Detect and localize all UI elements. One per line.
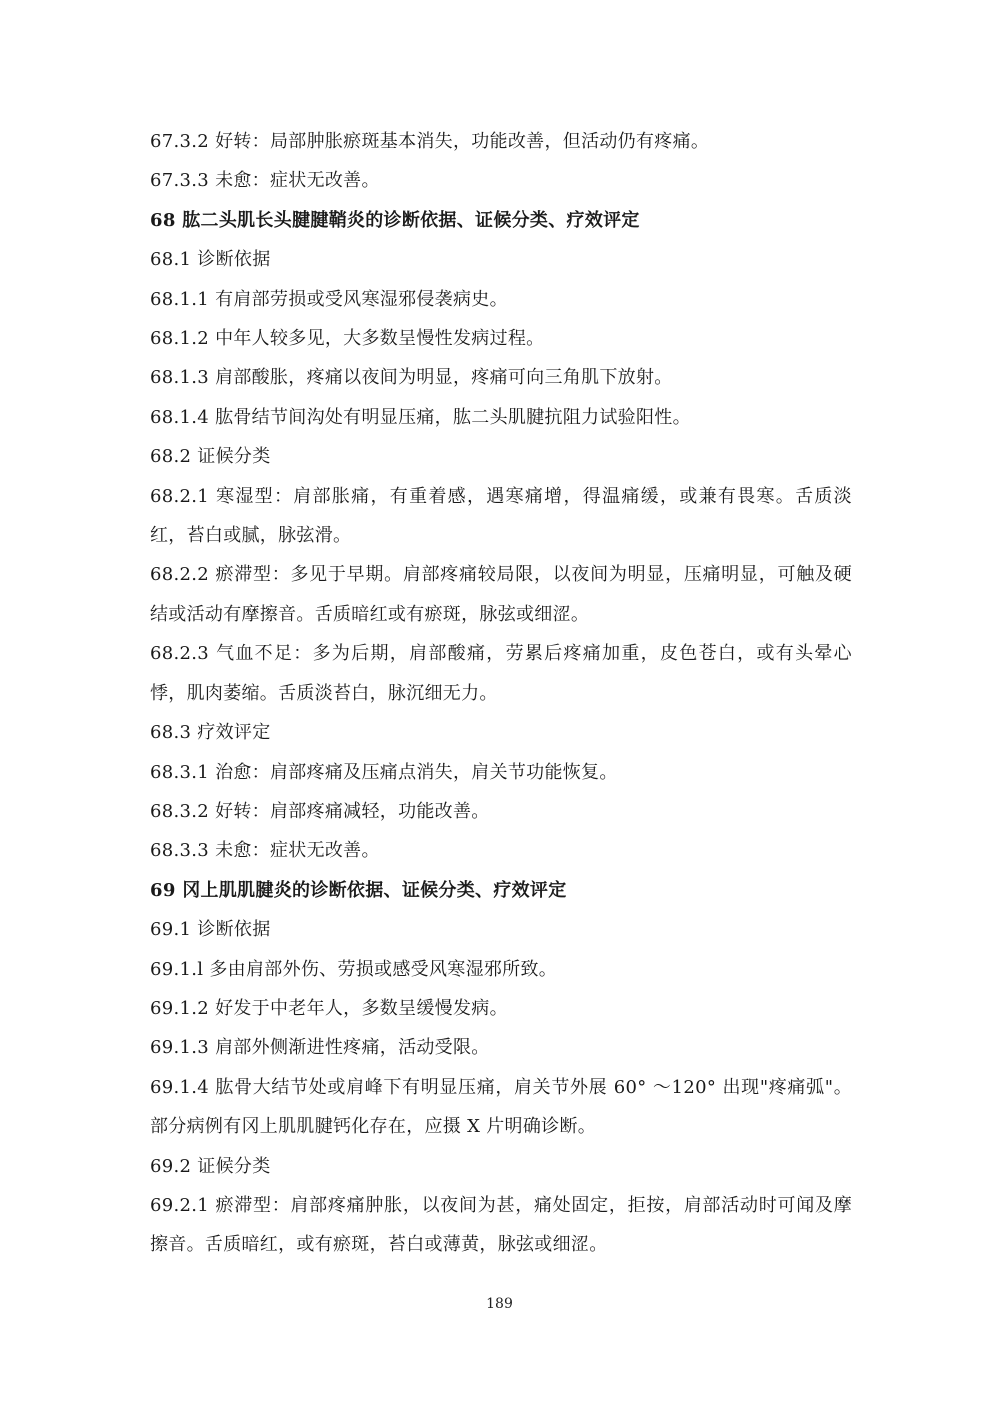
subsection-heading: 68.2 证候分类 xyxy=(150,446,271,468)
text-line: 68.1.3 肩部酸胀，疼痛以夜间为明显，疼痛可向三角肌下放射。 xyxy=(150,367,673,389)
subsection-heading: 69.2 证候分类 xyxy=(150,1155,271,1177)
subsection-heading: 68.1 诊断依据 xyxy=(150,249,271,271)
paragraph: 69.1.4 肱骨大结节处或肩峰下有明显压痛，肩关节外展 60° ～120° 出现"疼痛弧"。部分病例有冈上肌肌腱钙化存在，应摄 X 片明确诊断。 xyxy=(150,1076,852,1138)
subsection-heading: 69.1 诊断依据 xyxy=(150,919,271,941)
text-line: 69.1.l 多由肩部外伤、劳损或感受风寒湿邪所致。 xyxy=(150,958,558,980)
text-line: 68.3.1 治愈：肩部疼痛及压痛点消失，肩关节功能恢复。 xyxy=(150,761,618,783)
paragraph: 68.2.2 瘀滞型：多见于早期。肩部疼痛较局限，以夜间为明显，压痛明显，可触及硬结或活动有摩擦音。舌质暗红或有瘀斑，脉弦或细涩。 xyxy=(150,564,852,625)
text-line: 67.3.2 好转：局部肿胀瘀斑基本消失，功能改善，但活动仍有疼痛。 xyxy=(150,131,710,152)
paragraph: 68.2.3 气血不足：多为后期，肩部酸痛，劳累后疼痛加重，皮色苍白，或有头晕心悸，肌肉萎缩。舌质淡苔白，脉沉细无力。 xyxy=(150,643,852,704)
document-body xyxy=(150,122,852,1265)
paragraph: 68.2.1 寒湿型：肩部胀痛，有重着感，遇寒痛增，得温痛缓，或兼有畏寒。舌质淡红，苔白或腻，脉弦滑。 xyxy=(150,485,852,547)
text-line: 69.1.2 好发于中老年人，多数呈缓慢发病。 xyxy=(150,997,508,1019)
text-line: 68.1.4 肱骨结节间沟处有明显压痛，肱二头肌腱抗阻力试验阳性。 xyxy=(150,406,691,428)
text-line: 68.3.2 好转：肩部疼痛减轻，功能改善。 xyxy=(150,800,490,822)
paragraph: 69.2.1 瘀滞型：肩部疼痛肿胀，以夜间为甚，痛处固定，拒按，肩部活动时可闻及摩擦音。舌质暗红，或有瘀斑，苔白或薄黄，脉弦或细涩。 xyxy=(150,1194,852,1256)
text-line: 69.1.3 肩部外侧渐进性疼痛，活动受限。 xyxy=(150,1037,490,1059)
page-number: 189 xyxy=(486,1296,513,1312)
section-heading-69: 69 冈上肌肌腱炎的诊断依据、证候分类、疗效评定 xyxy=(150,879,567,901)
text-line: 68.1.2 中年人较多见，大多数呈慢性发病过程。 xyxy=(150,328,545,350)
text-line: 68.3.3 未愈：症状无改善。 xyxy=(150,840,380,862)
text-line: 68.1.1 有肩部劳损或受风寒湿邪侵袭病史。 xyxy=(150,288,508,310)
section-heading-68: 68 肱二头肌长头腱腱鞘炎的诊断依据、证候分类、疗效评定 xyxy=(150,209,640,231)
subsection-heading: 68.3 疗效评定 xyxy=(150,722,271,744)
text-line: 67.3.3 未愈：症状无改善。 xyxy=(150,170,380,192)
